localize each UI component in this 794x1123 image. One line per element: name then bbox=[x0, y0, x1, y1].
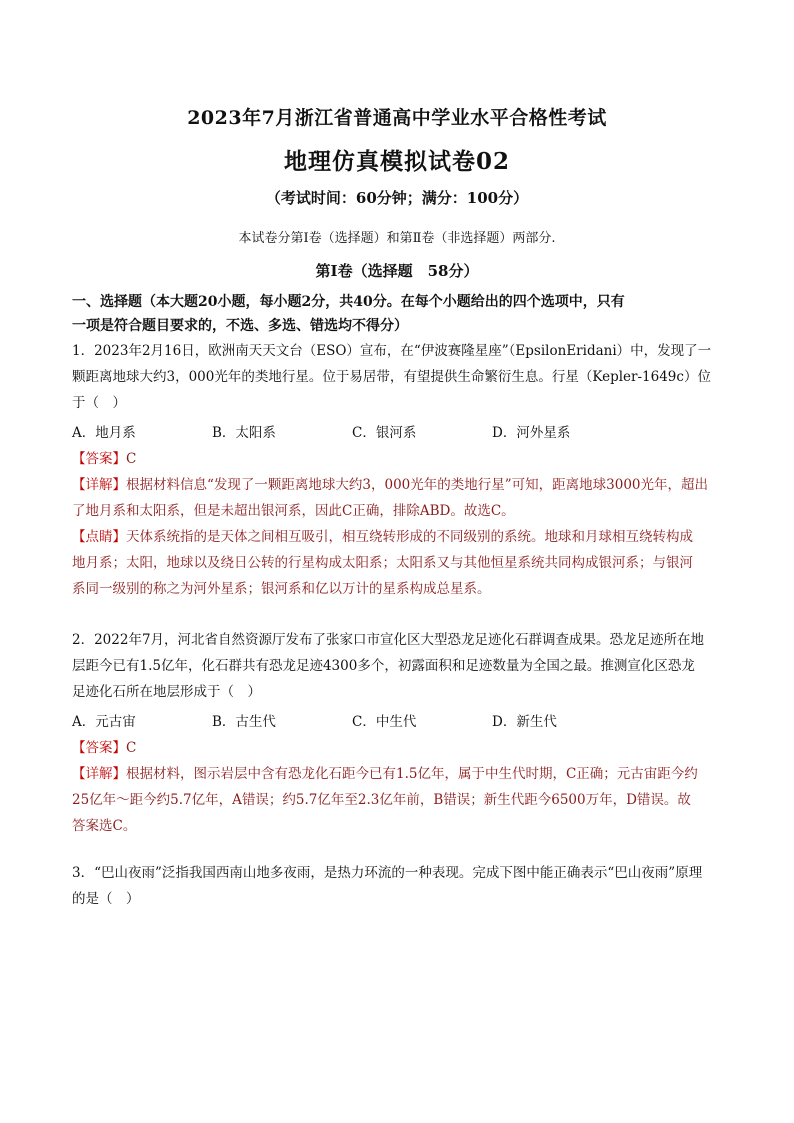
point-line: 地月系；太阳，地球以及绕日公转的行星构成太阳系；太阳系又与其他恒星系统共同构成银河系；与银河 bbox=[72, 555, 693, 571]
point-block bbox=[72, 524, 727, 602]
detail-line: 答案选C。 bbox=[72, 818, 137, 834]
answer-tag: 【答案】 bbox=[72, 451, 126, 467]
paper-intro: 本试卷分第Ⅰ卷（选择题）和第Ⅱ卷（非选择题）两部分. bbox=[238, 231, 556, 246]
answer-line bbox=[72, 735, 727, 761]
option-d: D．新生代 bbox=[492, 714, 557, 730]
detail-block bbox=[72, 761, 727, 839]
detail-line: 根据材料信息“发现了一颗距离地球大约3，000光年的类地行星”可知，距离地球3000光年，超出 bbox=[126, 477, 709, 493]
question-1 bbox=[72, 338, 727, 602]
option-a: A．地月系 bbox=[72, 425, 136, 441]
detail-block bbox=[72, 472, 727, 524]
section-heading bbox=[72, 290, 727, 338]
question-stem-line: 颗距离地球大约3，000光年的类地行星。位于易居带，有望提供生命繁衍生息。行星（Kepler-1649c）位 bbox=[72, 369, 711, 385]
detail-line: 25亿年～距今约5.7亿年，A错误；约5.7亿年至2.3亿年前，B错误；新生代距今6500万年，D错误。故 bbox=[72, 792, 691, 808]
section-heading-line: 一、选择题（本大题20小题，每小题2分，共40分。在每个小题给出的四个选项中，只有 bbox=[72, 294, 625, 310]
question-3 bbox=[72, 860, 727, 912]
option-a: A．元古宙 bbox=[72, 714, 136, 730]
question-options bbox=[72, 709, 727, 735]
point-line: 天体系统指的是天体之间相互吸引，相互绕转形成的不同级别的系统。地球和月球相互绕转构成 bbox=[126, 529, 693, 545]
question-stem-line: 1．2023年2月16日，欧洲南天天文台（ESO）宣布，在“伊波赛隆星座”（EpsilonEridani）中，发现了一 bbox=[72, 343, 712, 359]
question-2 bbox=[72, 627, 727, 839]
paper-title: 地理仿真模拟试卷02 bbox=[283, 148, 510, 175]
detail-tag: 【详解】 bbox=[72, 766, 126, 782]
option-c: C．银河系 bbox=[352, 425, 417, 441]
answer-line bbox=[72, 446, 727, 472]
option-b: B．古生代 bbox=[212, 714, 276, 730]
part-heading: 第Ⅰ卷（选择题 58分） bbox=[315, 262, 479, 280]
answer-tag: 【答案】 bbox=[72, 740, 126, 756]
option-c: C．中生代 bbox=[352, 714, 417, 730]
detail-tag: 【详解】 bbox=[72, 477, 126, 493]
question-stem-line: 的是（ ） bbox=[72, 891, 140, 907]
option-d: D．河外星系 bbox=[492, 425, 571, 441]
point-tag: 【点睛】 bbox=[72, 529, 126, 545]
section-heading-line: 一项是符合题目要求的，不选、多选、错选均不得分） bbox=[72, 318, 408, 334]
question-stem-line: 于（ ） bbox=[72, 395, 126, 411]
answer-value: C bbox=[126, 740, 137, 756]
detail-line: 了地月系和太阳系，但是未超出银河系，因此C正确，排除ABD。故选C。 bbox=[72, 503, 515, 519]
detail-line: 根据材料，图示岩层中含有恐龙化石距今已有1.5亿年，属于中生代时期，C正确；元古宙距今约 bbox=[126, 766, 698, 782]
question-options bbox=[72, 420, 727, 446]
question-stem-line: 层距今已有1.5亿年，化石群共有恐龙足迹4300多个，初露面积和足迹数量为全国之最。推测宣化区恐龙 bbox=[72, 658, 695, 674]
exam-title: 2023年7月浙江省普通高中学业水平合格性考试 bbox=[187, 107, 607, 129]
question-stem-line: 3．“巴山夜雨”泛指我国西南山地多夜雨，是热力环流的一种表现。完成下图中能正确表示“巴山夜雨”原理 bbox=[72, 865, 703, 881]
answer-value: C bbox=[126, 451, 137, 467]
question-stem-line: 2．2022年7月，河北省自然资源厅发布了张家口市宣化区大型恐龙足迹化石群调查成果。恐龙足迹所在地 bbox=[72, 632, 705, 648]
question-stem-line: 足迹化石所在地层形成于（ ） bbox=[72, 684, 261, 700]
option-b: B．太阳系 bbox=[212, 425, 276, 441]
exam-duration-score: （考试时间：60分钟；满分：100分） bbox=[265, 189, 529, 207]
point-line: 系同一级别的称之为河外星系；银河系和亿以万计的星系构成总星系。 bbox=[72, 581, 491, 597]
